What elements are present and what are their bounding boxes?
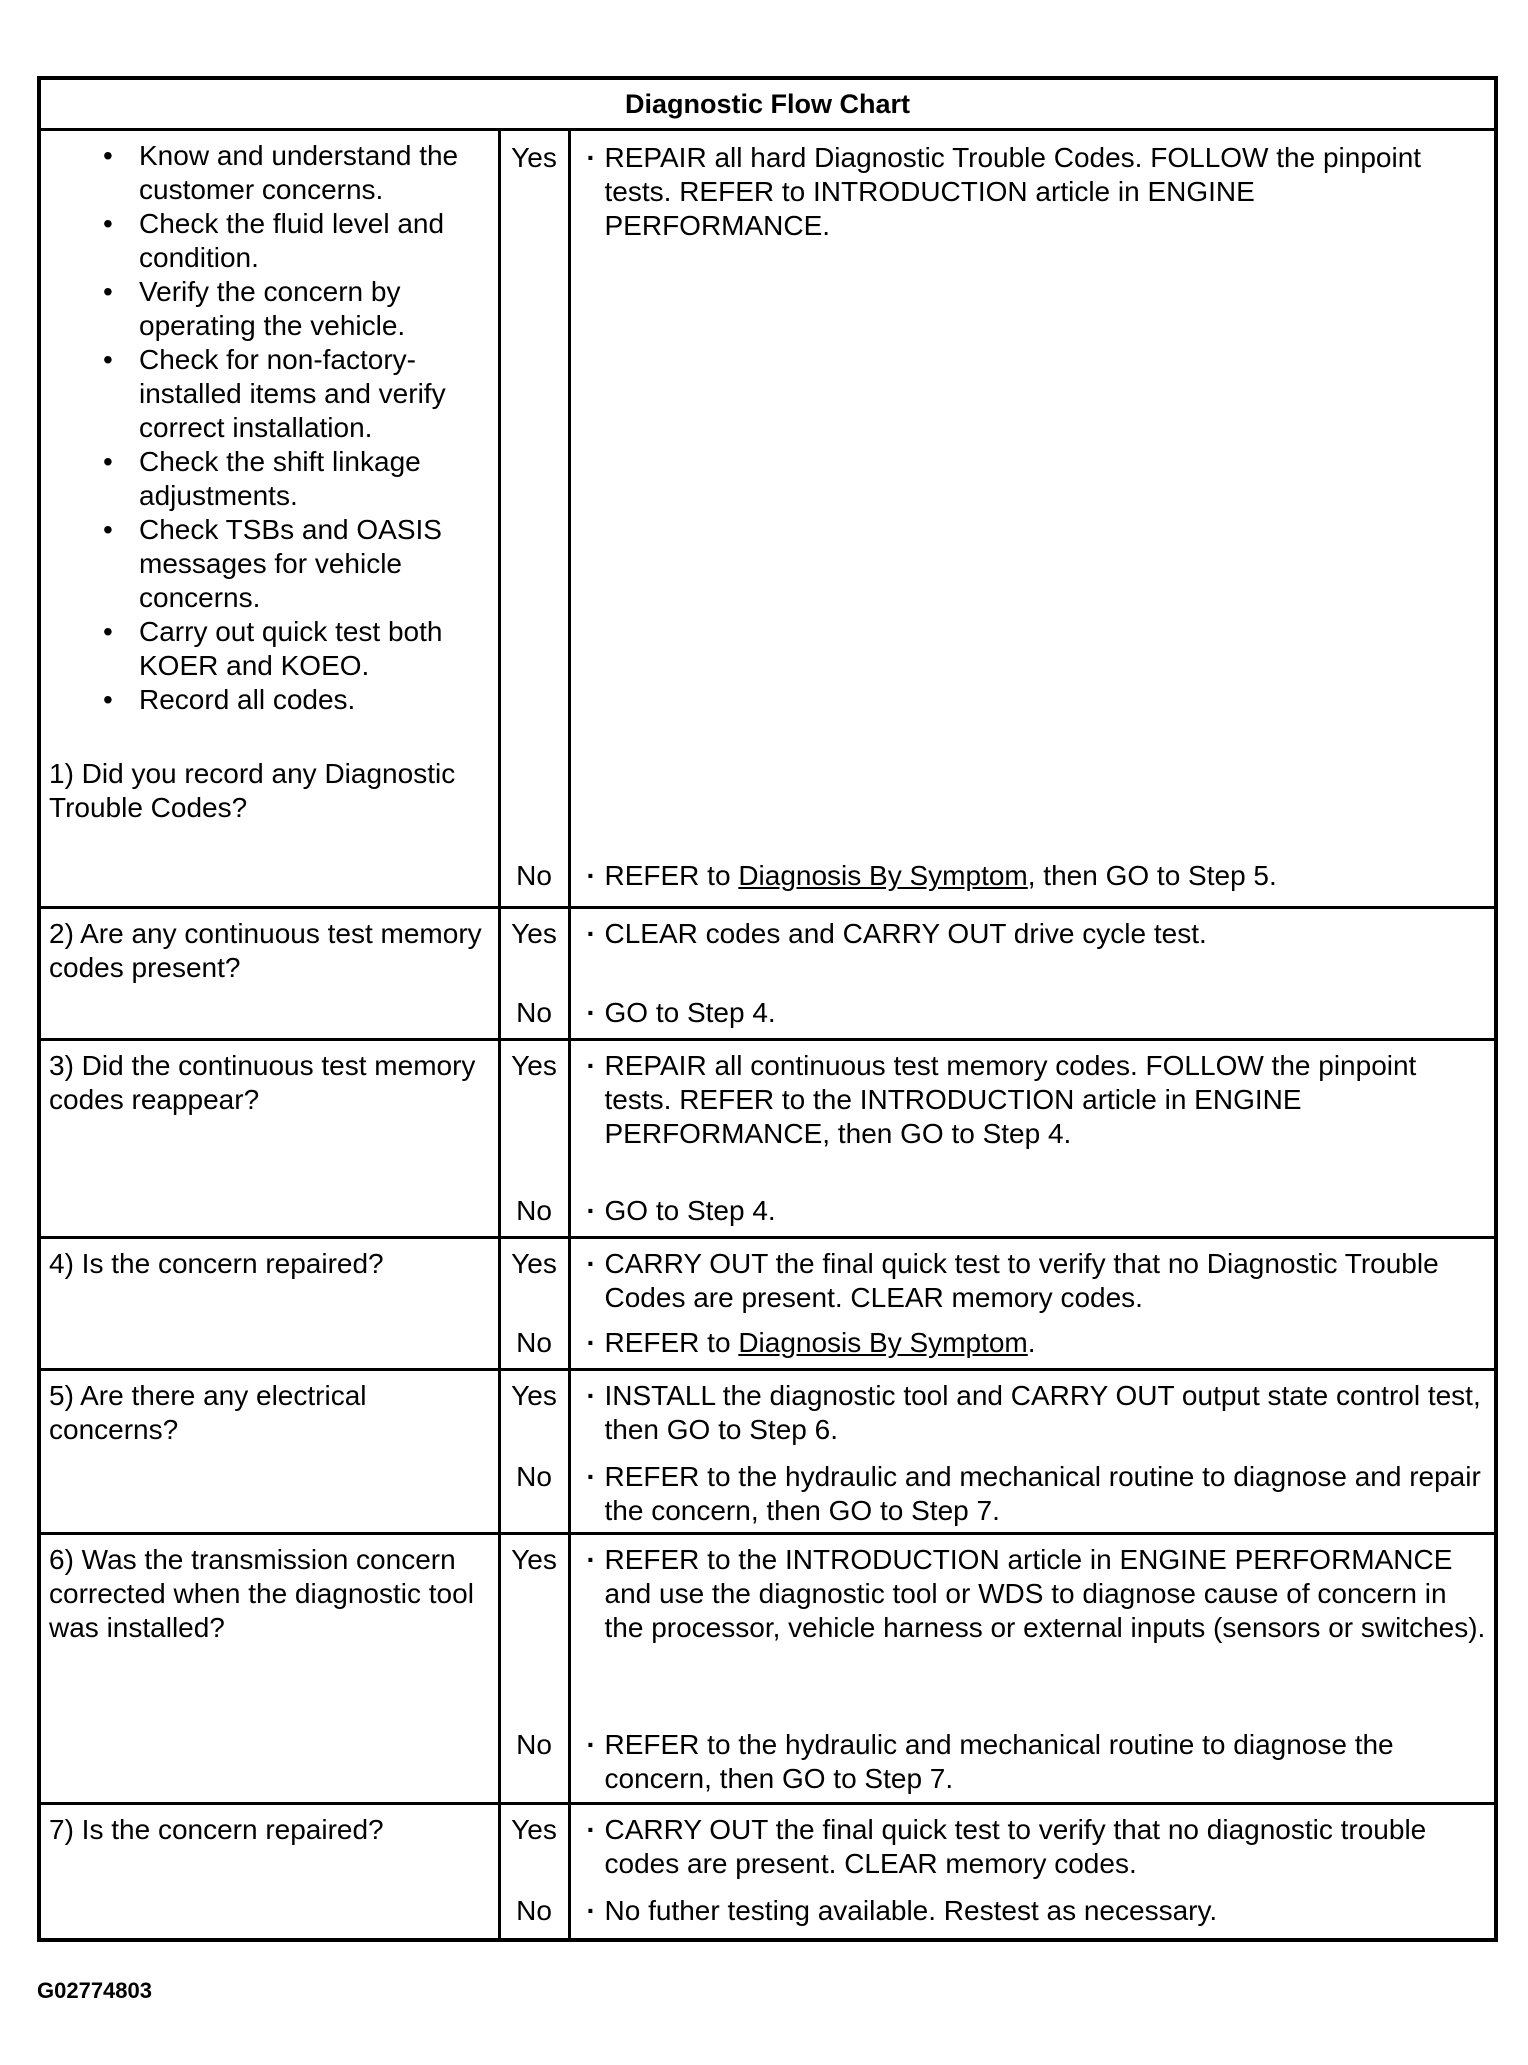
chart-header-row xyxy=(39,78,1496,130)
answer-cell xyxy=(569,908,1496,1040)
yes-answer: · REFER to the INTRODUCTION article in ENGINE PERFORMANCE and use the diagnostic tool or WDS to diagnose cause of concern in the processor, vehicle harness or external inputs (sensors or switches). xyxy=(587,1543,1487,1645)
no-answer: · REFER to Diagnosis By Symptom. xyxy=(587,1326,1487,1360)
yes-no-cell xyxy=(499,908,569,1040)
no-answer: · REFER to the hydraulic and mechanical routine to diagnose and repair the concern, then GO to Step 7. xyxy=(587,1460,1487,1528)
step-question-cell-6 xyxy=(39,1534,499,1804)
checklist-item: • Check for non-factory-installed items and verify correct installation. xyxy=(139,343,490,445)
yes-label: Yes xyxy=(511,1380,557,1411)
step-question-cell-1 xyxy=(39,130,499,908)
checklist-item: • Carry out quick test both KOER and KOEO. xyxy=(139,615,490,683)
checklist-item: • Check the shift linkage adjustments. xyxy=(139,445,490,513)
yes-answer: · INSTALL the diagnostic tool and CARRY OUT output state control test, then GO to Step 6. xyxy=(587,1379,1487,1447)
yes-answer: · REPAIR all continuous test memory codes. FOLLOW the pinpoint tests. REFER to the INTRODUCTION article in ENGINE PERFORMANCE, then GO to Step 4. xyxy=(587,1049,1487,1151)
step-question-cell-5 xyxy=(39,1370,499,1534)
checklist xyxy=(49,139,490,717)
yes-label: Yes xyxy=(511,1248,557,1279)
diagnostic-flow-chart xyxy=(37,76,1498,1942)
no-answer: · REFER to Diagnosis By Symptom, then GO to Step 5. xyxy=(587,859,1487,893)
checklist-item: • Check TSBs and OASIS messages for vehicle concerns. xyxy=(139,513,490,615)
step-question: 6) Was the transmission concern corrected when the diagnostic tool was installed? xyxy=(49,1544,474,1643)
yes-no-cell xyxy=(499,1804,569,1940)
no-label: No xyxy=(516,1461,552,1492)
answer-cell xyxy=(569,1040,1496,1238)
step-question-cell-3 xyxy=(39,1040,499,1238)
no-label: No xyxy=(516,860,552,891)
answer-cell xyxy=(569,130,1496,908)
yes-no-cell xyxy=(499,1238,569,1370)
step-question: 2) Are any continuous test memory codes present? xyxy=(49,918,482,983)
figure-id: G02774803 xyxy=(37,1978,152,2003)
yes-answer: · REPAIR all hard Diagnostic Trouble Codes. FOLLOW the pinpoint tests. REFER to INTRODUCTION article in ENGINE PERFORMANCE. xyxy=(587,141,1487,243)
step-question: 1) Did you record any Diagnostic Trouble Codes? xyxy=(49,758,456,823)
checklist-item: • Check the fluid level and condition. xyxy=(139,207,490,275)
step-question: 4) Is the concern repaired? xyxy=(49,1248,384,1279)
no-label: No xyxy=(516,1895,552,1926)
no-answer: · No futher testing available. Restest as necessary. xyxy=(587,1894,1487,1928)
answer-cell xyxy=(569,1370,1496,1534)
yes-label: Yes xyxy=(511,142,557,173)
step-row-7 xyxy=(39,1804,1496,1940)
yes-label: Yes xyxy=(511,1544,557,1575)
yes-label: Yes xyxy=(511,918,557,949)
yes-no-cell xyxy=(499,130,569,908)
step-row-5 xyxy=(39,1370,1496,1534)
no-label: No xyxy=(516,997,552,1028)
diagnosis-by-symptom-link[interactable]: Diagnosis By Symptom xyxy=(738,1327,1028,1358)
step-row-2 xyxy=(39,908,1496,1040)
no-answer: · GO to Step 4. xyxy=(587,1194,1487,1228)
step-question: 5) Are there any electrical concerns? xyxy=(49,1380,367,1445)
answer-cell xyxy=(569,1534,1496,1804)
step-question: 7) Is the concern repaired? xyxy=(49,1814,384,1845)
yes-no-cell xyxy=(499,1040,569,1238)
yes-label: Yes xyxy=(511,1050,557,1081)
yes-answer: · CARRY OUT the final quick test to verify that no Diagnostic Trouble Codes are present. CLEAR memory codes. xyxy=(587,1247,1487,1315)
no-answer: · GO to Step 4. xyxy=(587,996,1487,1030)
yes-no-cell xyxy=(499,1534,569,1804)
step-row-4 xyxy=(39,1238,1496,1370)
yes-label: Yes xyxy=(511,1814,557,1845)
yes-no-cell xyxy=(499,1370,569,1534)
step-question-cell-2 xyxy=(39,908,499,1040)
checklist-item: • Know and understand the customer concerns. xyxy=(139,139,490,207)
step-row-1 xyxy=(39,130,1496,908)
no-label: No xyxy=(516,1195,552,1226)
step-row-6 xyxy=(39,1534,1496,1804)
step-row-3 xyxy=(39,1040,1496,1238)
yes-answer: · CARRY OUT the final quick test to verify that no diagnostic trouble codes are present. CLEAR memory codes. xyxy=(587,1813,1487,1881)
no-answer: · REFER to the hydraulic and mechanical routine to diagnose the concern, then GO to Step 7. xyxy=(587,1728,1487,1796)
no-label: No xyxy=(516,1327,552,1358)
yes-answer: · CLEAR codes and CARRY OUT drive cycle test. xyxy=(587,917,1487,951)
step-question-cell-4 xyxy=(39,1238,499,1370)
answer-cell xyxy=(569,1238,1496,1370)
answer-cell xyxy=(569,1804,1496,1940)
no-label: No xyxy=(516,1729,552,1760)
checklist-item: • Record all codes. xyxy=(139,683,490,717)
diagnosis-by-symptom-link[interactable]: Diagnosis By Symptom xyxy=(738,860,1028,891)
checklist-item: • Verify the concern by operating the vehicle. xyxy=(139,275,490,343)
step-question-cell-7 xyxy=(39,1804,499,1940)
chart-title: Diagnostic Flow Chart xyxy=(39,78,1496,130)
step-question: 3) Did the continuous test memory codes reappear? xyxy=(49,1050,476,1115)
